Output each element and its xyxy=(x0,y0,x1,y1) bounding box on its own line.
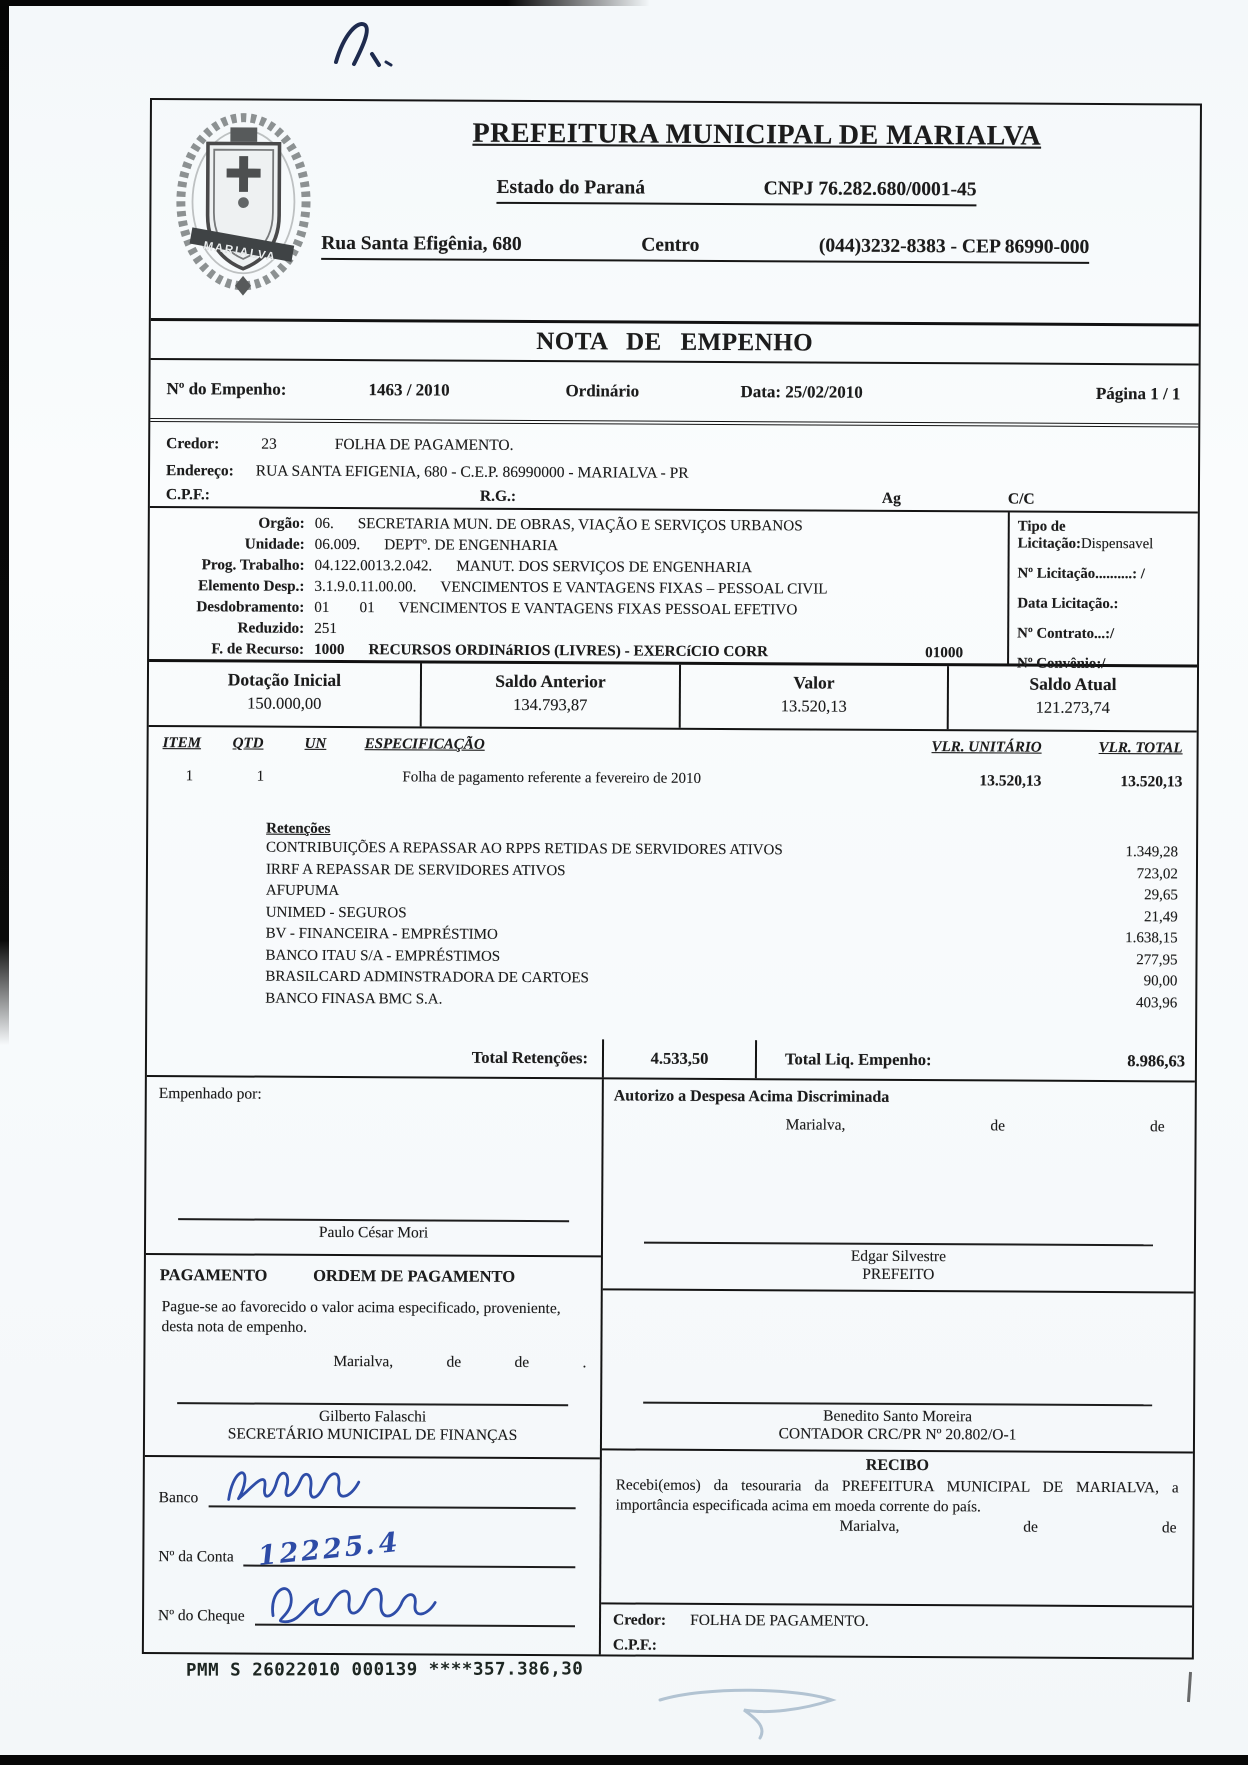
row-desc: RECURSOS ORDINáRIOS (LIVRES) - EXERCíCIO CORR xyxy=(368,641,769,661)
withholding-row xyxy=(265,990,1181,1016)
empenho-date: Data: 25/02/2010 xyxy=(740,382,863,402)
city-label: Marialva, xyxy=(839,1517,900,1536)
signer-name: Edgar Silvestre xyxy=(850,1247,947,1266)
row-desc: VENCIMENTOS E VANTAGENS FIXAS – PESSOAL CIVIL xyxy=(440,578,828,598)
classification-section xyxy=(149,508,1198,673)
items-section xyxy=(147,727,1197,1042)
signer-role: PREFEITO xyxy=(862,1265,935,1284)
cnpj-label: CNPJ 76.282.680/0001-45 xyxy=(763,178,977,201)
crest-banner-text: MARIALVA xyxy=(202,239,278,264)
item-description: Folha de pagamento referente a fevereiro de 2010 xyxy=(402,769,702,787)
creditor-code: 23 xyxy=(261,435,277,453)
net-total-value: 8.986,63 xyxy=(1127,1051,1186,1071)
empenhado-label: Empenhado por: xyxy=(158,1085,262,1103)
creditor-label: Credor: xyxy=(612,1611,667,1629)
net-total-cell xyxy=(757,1040,1195,1080)
row-code: 06. xyxy=(314,514,334,532)
empenho-number: 1463 / 2010 xyxy=(368,380,450,400)
balance-cell xyxy=(149,662,422,726)
cheque-number-label: Nº do Cheque xyxy=(158,1607,245,1625)
creditor-address: RUA SANTA EFIGENIA, 680 - C.E.P. 86990000 - MARIALVA - PR xyxy=(255,462,689,482)
licitacao-box xyxy=(1007,512,1198,673)
row-label: Prog. Trabalho: xyxy=(201,556,305,574)
signer-name: Paulo César Mori xyxy=(318,1223,429,1242)
street-label: Rua Santa Efigênia, 680 xyxy=(321,232,522,255)
row-code: 06.009. xyxy=(314,535,361,554)
row-code: 3.1.9.0.11.00.00. xyxy=(314,577,417,596)
column-value: 13.520,13 xyxy=(780,696,847,716)
totals-row xyxy=(147,1037,1195,1082)
scan-edge-bottom xyxy=(0,1755,1248,1765)
row-desc: VENCIMENTOS E VANTAGENS FIXAS PESSOAL EFETIVO xyxy=(398,599,798,619)
receipt-creditor-row xyxy=(613,1611,1192,1632)
pencil-squiggle xyxy=(652,1680,842,1742)
de-label: de xyxy=(446,1353,462,1371)
column-value: 134.793,87 xyxy=(513,694,588,715)
withholdings-title: Retenções xyxy=(266,820,331,837)
row-code: 04.122.0013.2.042. xyxy=(314,556,433,575)
account-input-line xyxy=(244,1526,576,1573)
creditor-label: Credor: xyxy=(166,434,220,452)
item-row xyxy=(162,768,1182,791)
withholding-desc: BANCO FINASA BMC S.A. xyxy=(265,990,443,1008)
bank-fields xyxy=(144,1455,600,1654)
account-label: C/C xyxy=(1007,490,1035,508)
col-vlr-total: VLR. TOTAL xyxy=(1098,739,1183,757)
signer-name: Gilberto Falaschi xyxy=(318,1407,427,1426)
column-value: 150.000,00 xyxy=(247,693,322,713)
receipt-box xyxy=(601,1450,1193,1607)
de-label: de xyxy=(514,1353,530,1371)
balance-cell xyxy=(681,665,949,729)
withholding-desc: UNIMED - SEGUROS xyxy=(265,904,407,921)
classification-row xyxy=(149,640,997,665)
item-number: 1 xyxy=(185,768,194,785)
column-value: 121.273,74 xyxy=(1035,697,1110,718)
licitacao-type-value: Dispensavel xyxy=(1080,535,1154,553)
withholding-value: 277,95 xyxy=(1136,951,1178,968)
creditor-section xyxy=(150,422,1198,513)
receipt-title: RECIBO xyxy=(865,1456,929,1475)
cpf-label: C.P.F.: xyxy=(165,486,211,504)
row-code-extra: 01000 xyxy=(925,644,964,662)
city-label: Marialva, xyxy=(333,1352,394,1371)
withholding-desc: CONTRIBUIÇÕES A REPASSAR AO RPPS RETIDAS DE SERVIDORES ATIVOS xyxy=(266,839,783,859)
withholdings-total-value: 4.533,50 xyxy=(604,1039,757,1078)
agreement-number: Nº Convênio:/ xyxy=(1017,655,1106,673)
handwritten-account-number: 12225.4 xyxy=(256,1526,403,1573)
item-qty: 1 xyxy=(256,768,265,785)
address-label: Endereço: xyxy=(166,461,234,479)
scan-edge-top xyxy=(0,0,650,6)
contract-number: Nº Contrato...:/ xyxy=(1017,625,1115,643)
item-unit-value: 13.520,13 xyxy=(979,772,1042,790)
city-label: Marialva, xyxy=(785,1116,846,1134)
bank-label: Banco xyxy=(158,1489,199,1507)
signer-role: SECRETÁRIO MUNICIPAL DE FINANÇAS xyxy=(227,1425,518,1444)
district-label: Centro xyxy=(641,234,700,256)
row-code2: 01 xyxy=(359,599,375,617)
period-label: . xyxy=(582,1354,587,1372)
balance-cell xyxy=(422,663,681,727)
rg-label: R.G.: xyxy=(479,487,517,505)
column-header: Saldo Anterior xyxy=(495,670,606,692)
account-number-label: Nº da Conta xyxy=(158,1548,234,1566)
withholding-value: 1.638,15 xyxy=(1125,930,1178,947)
withholding-desc: IRRF A REPASSAR DE SERVIDORES ATIVOS xyxy=(265,861,566,879)
address-line xyxy=(321,233,1089,264)
header-titles xyxy=(321,101,1192,265)
column-header: Saldo Atual xyxy=(1029,673,1117,695)
items-header xyxy=(163,735,1183,757)
withholding-desc: BV - FINANCEIRA - EMPRÉSTIMO xyxy=(265,925,498,943)
payment-header xyxy=(146,1255,601,1287)
document-title: NOTA DE EMPENHO xyxy=(151,318,1199,365)
payment-text: Pague-se ao favorecido o valor acima especificado, proveniente, desta nota de empenho. xyxy=(161,1298,561,1337)
row-desc: DEPTº. DE ENGENHARIA xyxy=(384,536,559,555)
col-un: UN xyxy=(304,735,327,752)
accountant-box xyxy=(602,1290,1194,1453)
licitacao-date: Data Licitação.: xyxy=(1017,595,1119,613)
de-label: de xyxy=(1023,1518,1038,1536)
agency-label: Ag xyxy=(881,489,901,507)
payment-subtitle: ORDEM DE PAGAMENTO xyxy=(313,1265,516,1286)
state-label: Estado do Paraná xyxy=(496,176,646,199)
authorization-title: Autorizo a Despesa Acima Discriminada xyxy=(613,1087,890,1106)
row-code: 1000 xyxy=(314,640,345,659)
creditor-name: FOLHA DE PAGAMENTO. xyxy=(690,1611,869,1630)
receipt-text: Recebi(emos) da tesouraria da PREFEITURA MUNICIPAL DE MARIALVA, a importância especificada acima em moeda corrente do país. xyxy=(615,1476,1179,1515)
right-column xyxy=(601,1079,1195,1657)
budget-balance-table xyxy=(149,662,1197,732)
signatures-section xyxy=(144,1077,1195,1657)
org-name: PREFEITURA MUNICIPAL DE MARIALVA xyxy=(472,117,1042,152)
page-indicator: Página 1 / 1 xyxy=(1095,383,1181,404)
dot-matrix-footer-code: PMM S 26022010 000139 ****357.386,30 xyxy=(185,1659,584,1681)
licitacao-type-label: Tipo de Licitação: xyxy=(1017,518,1082,552)
cpf-label: C.P.F.: xyxy=(612,1636,658,1654)
cheque-input-line xyxy=(255,1594,576,1628)
withholding-desc: AFUPUMA xyxy=(265,882,340,900)
signer-name: Benedito Santo Moreira xyxy=(823,1407,973,1426)
row-label: Unidade: xyxy=(244,535,305,553)
item-total-value: 13.520,13 xyxy=(1120,773,1183,791)
bank-row xyxy=(158,1593,585,1627)
net-total-label: Total Liq. Empenho: xyxy=(784,1049,932,1070)
withholding-value: 90,00 xyxy=(1143,973,1178,990)
empenho-number-label: Nº do Empenho: xyxy=(166,379,287,399)
withholding-desc: BRASILCARD ADMINSTRADORA DE CARTOES xyxy=(265,968,589,987)
signer-role: CONTADOR CRC/PR Nº 20.802/O-1 xyxy=(778,1425,1017,1444)
column-header: Valor xyxy=(793,672,835,693)
withholding-value: 29,65 xyxy=(1144,887,1178,904)
bank-input-line xyxy=(208,1475,576,1509)
bank-row xyxy=(159,1475,586,1509)
state-cnpj-line xyxy=(496,177,976,207)
withholding-value: 403,96 xyxy=(1135,994,1178,1011)
scan-edge-left xyxy=(0,0,9,1045)
row-desc: SECRETARIA MUN. DE OBRAS, VIAÇÃO E SERVIÇOS URBANOS xyxy=(357,515,803,535)
receipt-creditor-box xyxy=(601,1604,1192,1657)
authorization-box xyxy=(603,1079,1195,1293)
municipal-crest-logo xyxy=(167,106,320,301)
col-vlr-unitario: VLR. UNITÁRIO xyxy=(931,739,1042,756)
balance-cell xyxy=(949,666,1197,730)
handwritten-cheque-number xyxy=(259,1574,489,1631)
empenhado-box xyxy=(146,1077,602,1257)
withholding-value: 1.349,28 xyxy=(1125,844,1179,861)
row-label: Elemento Desp.: xyxy=(198,577,305,595)
payment-title: PAGAMENTO xyxy=(159,1265,268,1285)
nota-de-empenho-document xyxy=(142,98,1202,1659)
creditor-ids-row xyxy=(150,484,1198,516)
withholding-value: 21,49 xyxy=(1143,908,1178,925)
payment-date-line xyxy=(145,1352,600,1372)
bank-row xyxy=(158,1526,585,1573)
withholdings-block xyxy=(265,821,1182,1017)
budget-classification xyxy=(149,508,1008,663)
withholding-value: 723,02 xyxy=(1136,865,1178,882)
withholdings-total-label: Total Retenções: xyxy=(147,1037,604,1077)
document-header xyxy=(151,100,1200,323)
col-espec: ESPECIFICAÇÃO xyxy=(364,736,485,753)
receipt-date-line xyxy=(601,1517,1192,1538)
phone-cep-label: (044)3232-8383 - CEP 86990-000 xyxy=(818,235,1090,258)
pen-mark-icon xyxy=(320,12,402,78)
empenho-type: Ordinário xyxy=(565,381,640,401)
row-label: Orgão: xyxy=(258,514,305,532)
empenho-id-row xyxy=(150,360,1198,427)
payment-order-box xyxy=(144,1255,601,1654)
withholding-desc: BANCO ITAU S/A - EMPRÉSTIMOS xyxy=(265,947,501,965)
row-label: Reduzido: xyxy=(237,619,305,637)
handwritten-bank-name xyxy=(212,1459,412,1512)
licitacao-number: Nº Licitação..........: / xyxy=(1017,565,1145,583)
col-qtd: QTD xyxy=(232,735,264,752)
row-code: 251 xyxy=(314,619,338,637)
item-un xyxy=(304,769,348,787)
row-code: 01 xyxy=(314,598,330,616)
licitacao-type-row xyxy=(1018,519,1196,554)
de-label: de xyxy=(1161,1519,1177,1537)
column-header: Dotação Inicial xyxy=(227,669,342,691)
creditor-name: FOLHA DE PAGAMENTO. xyxy=(334,435,514,454)
row-label: Desdobramento: xyxy=(196,598,305,616)
row-label: F. de Recurso: xyxy=(211,640,305,658)
de-label: de xyxy=(990,1117,1006,1135)
left-column xyxy=(144,1077,604,1654)
scan-mark xyxy=(1187,1672,1192,1702)
de-label: de xyxy=(1149,1118,1165,1136)
col-item: ITEM xyxy=(162,735,202,752)
row-desc: MANUT. DOS SERVIÇOS DE ENGENHARIA xyxy=(456,557,753,577)
